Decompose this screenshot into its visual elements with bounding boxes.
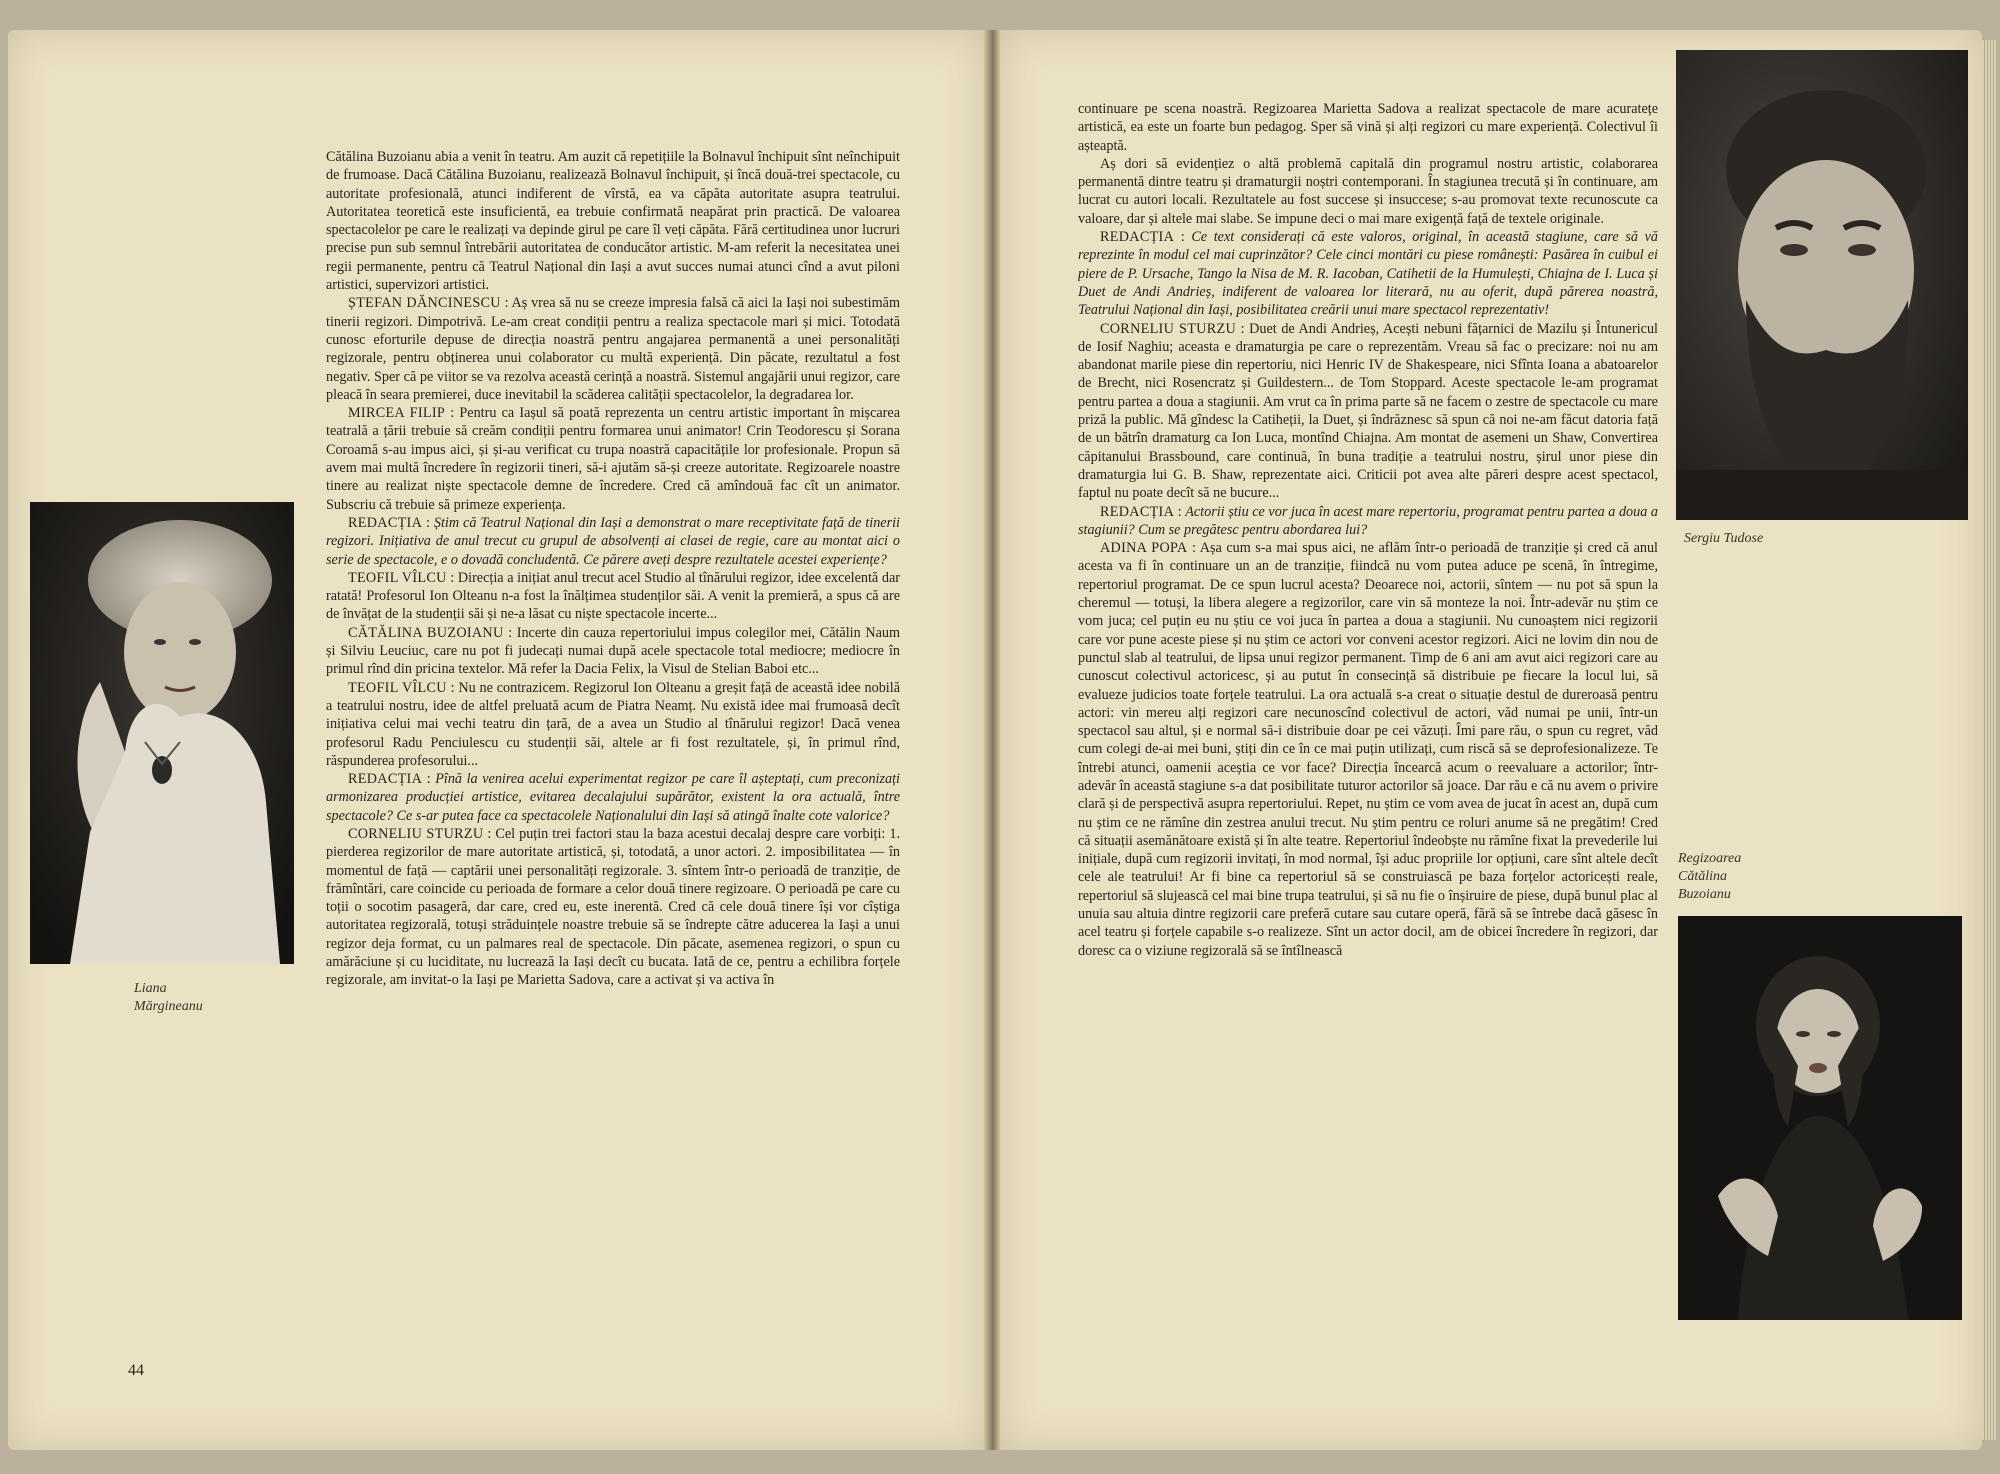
article-paragraph	[326, 404, 900, 514]
article-paragraph	[1078, 503, 1658, 540]
article-paragraph	[1078, 228, 1658, 319]
article-paragraph	[326, 294, 900, 404]
editorial-question-text: Actorii știu ce vor juca în acest mare repertoriu, programat pentru partea a doua a stagiunii? Cum se pregătesc pentru abordarea lui?	[1078, 503, 1658, 538]
paragraph-text: Incerte din cauza repertoriului impus colegilor mei, Cătălin Naum și Silviu Leuciuc, care nu pot fi judecați numai după acele spectacole total mediocre; mediocre în primul rînd din pricina textelor. Mă refer la Dacia Felix, la Visul de Stelian Baboi etc...	[326, 624, 900, 678]
speaker-separator: :	[1236, 320, 1250, 337]
paragraph-text: Duet de Andi Andrieș, Acești nebuni fățarnici de Mazilu și Întunericul de Iosif Naghiu; aceasta e dramaturgia pe care o reprezentăm. Vreau să fac o precizare: noi nu am abandonat marile piese din repertoriu, nici Henric IV de Shakespeare, nici Sfînta Ioana a abatoarelor de Brecht, nici Rosencratz și Guildestern... de Tom Stoppard. Aceste spectacole le-am programat pentru partea a doua a stagiunii. Am vrut ca în prima parte să ne facem o zestre de spectacole cu mare priză la public. Mă gîndesc la Catiheții, la Duet, și îndrăznesc să spun că noi ne-am făcut datoria față de un bătrîn dramaturg ca Ion Luca, montînd Chiajna. Am montat de asemeni un Shaw, Convertirea căpitanului Brassbound, care continuă, în buna tradiție a teatrului nostru, șirul unor piese din dramaturgia lui G. B. Shaw, reprezentate aici. Criticii pot avea alte păreri despre acest spectacol, faptul nu poate decît să ne bucure...	[1078, 320, 1658, 502]
editorial-question-text: Ce text considerați că este valoros, original, în această stagiune, care să vă reprezinte în modul cel mai cuprinzător? Cele cinci montări cu piese românești: Pasărea în cuibul ei piere de P. Ursache, Tango la Nisa de M. R. Iacoban, Catihetii de la Humulești, Chiajna de I. Luca și Duet de Andi Andrieș, indiferent de valoarea lor literară, nu au oferit, după părerea noastră, Teatrului Național din Iași, posibilitatea creării unui mare spectacol reprezentativ!	[1078, 229, 1658, 319]
paragraph-text: Pentru ca Iașul să poată reprezenta un centru artistic important în mișcarea teatrală a țării trebuie să creăm condiții pentru formarea unui animator! Crin Teodorescu și Sorana Coroamă s-au impus aici, și și-au verificat cu trupa noastră capacitățile lor profesionale. Propun să avem mai multă încredere în regizorii tineri, să-i ajutăm să-și creeze autoritate. Regizoarele noastre tinere au realizat niște spectacole demne de încredere. Cred că amîndouă fac cît un animator. Subscriu că trebuie să primeze experiența.	[326, 405, 900, 513]
photo-portrait-catalina-buzoianu	[1678, 916, 1962, 1320]
article-paragraph	[326, 624, 900, 679]
paragraph-text: continuare pe scena noastră. Regizoarea Marietta Sadova a realizat spectacole de mare acuratețe artistică, ea este un foarte bun pedagog. Sper să vină și alți regizori cu mare experiență. Colectivul îi așteaptă.	[1078, 101, 1658, 154]
editorial-question-text: Pînă la venirea acelui experimentat regizor pe care îl așteptați, cum preconizați armonizarea producției artistice, evitarea decalajului supărător, existent la ora actuală, între spectacole? Ce s-ar putea face ca spectacolele Naționalului din Iași să atingă înalte cote valorice?	[326, 771, 900, 824]
caption-line: Regizoarea	[1678, 851, 1742, 866]
caption-line: Liana	[134, 981, 167, 996]
caption-line: Sergiu Tudose	[1684, 531, 1764, 546]
speaker-separator: :	[1187, 540, 1200, 557]
speaker-separator: :	[1174, 229, 1192, 246]
paragraph-text: Direcția a inițiat anul trecut acel Studio al tînărului regizor, idee excelentă dar ratată! Profesorul Ion Olteanu n-a fost la înălțimea studenților săi. A venit la premieră, a spus că are de învățat de la studenții săi și ne-a lăsat cu niște spectacole incerte...	[326, 569, 900, 623]
speaker-name: REDACȚIA	[348, 514, 423, 531]
article-column-left	[326, 148, 900, 1353]
photo-portrait-sergiu-tudose	[1676, 50, 1968, 520]
article-paragraph	[326, 770, 900, 825]
paragraph-text: Așa cum s-a mai spus aici, ne aflăm într-o perioadă de tranziție și cred că anul acesta va fi în continuare un an de tranziție, fiindcă nu vom putea aduce pe scenă, în întregime, repertoriul programat. De ce spun lucrul acesta? Deoarece noi, actorii, sîntem — nu pot să spun la cheremul — totuși, la libera alegere a regizorilor, care vin să monteze la noi. Într-adevăr nu știm ce vom juca; cel puțin eu nu știu ce voi juca în partea a doua a stagiunii. Nu cunoaștem nici regizorii care vor pune aceste piese și nu știm ce actori vor conveni acestor regizori. Aici ne lovim din nou de punctul slab al teatrului, de lipsa unui regizor permanent. Timp de 6 ani am avut aici regizori care au cunoscut colectivul actoricesc, și au putut în consecință să distribuie pe fiecare la locul lui, să evalueze judicios toate forțele teatrului. La ora actuală s-a creat o situație destul de dureroasă pentru actori: vin mereu alți regizori care necunoscînd colectivul de actori, văd numai pe unii, într-un spectacol sau altul, și e normal să-i distribuie doar pe cei văzuți. Îmi pare rău, o spun cu regret, văd cum colegi de-ai mei buni, știți din ce în ce mai puțin utilizați, cum riscă să se deprofesionalizeze. Te întrebi atunci, oamenii aceștia ce vor face? Direcția încearcă acum o reevaluare a actorilor; într-adevăr în această stagiune s-a dat posibilitate tuturor actorilor să joace. Dar rău e că nu avem o privire clară și de perspectivă asupra repertoriului. Repet, nu știm ce vom avea de jucat în acest an, după cum nu știm ce ne rămîne din zestrea anului trecut. Nu știm pentru ce roluri anume să ne pregătim! Cred că situații asemănătoare există și în alte teatre. Repertoriul îndeobște nu rămîne fixat la prevederile lui inițiale, după cum regizorii invitați, în mod normal, își aduc propriile lor opțiuni, care sînt altele decît cele ale teatrului! Ar fi bine ca repertoriul să se construiască pe baza forțelor actoricești reale, repertoriul să slujească cel mai bine trupa teatrului, și să nu fie o înșiruire de piese, după bunul plac al unuia sau altuia dintre regizorii care preferă cutare sau cutare operă, fără să se întrebe dacă găsesc în acel teatru și forțele capabile s-o realizeze. Sînt un actor docil, am de obicei încredere în regizori, dar doresc ca o viziune regizorală să se întîlnească	[1078, 540, 1658, 959]
article-paragraph	[1078, 320, 1658, 503]
speaker-name: CORNELIU STURZU	[1100, 320, 1236, 337]
speaker-name: MIRCEA FILIP	[348, 405, 446, 422]
paragraph-text: Nu ne contrazicem. Regizorul Ion Olteanu a greșit față de această idee nobilă a teatrului nostru, idee de altfel preluată acum de Piatra Neamț. Nu există idee mai frumoasă decît inițiativa celui mai vechi teatru din țară, de a avea un Studio al tînărului regizor! Dacă venea profesorul Radu Penciulescu cu studenții săi, altele ar fi fost rezultatele, și, în primul rînd, răspunderea profesorului...	[326, 679, 900, 769]
article-paragraph	[326, 569, 900, 624]
speaker-separator: :	[500, 295, 512, 312]
speaker-separator: :	[422, 514, 434, 531]
page-number: 44	[128, 1362, 144, 1379]
speaker-separator: :	[446, 679, 459, 696]
article-paragraph	[326, 825, 900, 990]
editorial-question-text: Știm că Teatrul Național din Iași a demonstrat o mare receptivitate față de tinerii regizori. Inițiativa de anul trecut cu grupul de absolvenți ai clasei de regie, care au montat aici o serie de spectacole, e o dovadă concludentă. Ce părere aveți despre rezultatele acestei experiențe?	[326, 514, 900, 568]
speaker-separator: :	[1174, 503, 1186, 520]
article-column-right	[1078, 100, 1658, 1322]
book-gutter	[984, 30, 1000, 1450]
photo-caption-sergiu-tudose	[1684, 530, 1763, 548]
speaker-name: ADINA POPA	[1100, 540, 1188, 557]
paragraph-text: Aș dori să evidențiez o altă problemă capitală din programul nostru artistic, colaborarea permanentă dintre teatru și dramaturgii noștri contemporani. În stagiunea trecută și în continuare, am lucrat cu autori locali. Rezultatele au fost succese și insuccese; s-au promovat texte recunoscute ca valoare, dar și altele mai slabe. Se impune deci o mai mare exigență față de textele originale.	[1078, 155, 1658, 227]
speaker-name: CĂTĂLINA BUZOIANU	[348, 624, 504, 641]
speaker-separator: :	[445, 405, 460, 422]
speaker-separator: :	[422, 771, 436, 788]
caption-line: Buzoianu	[1678, 887, 1731, 902]
caption-line: Mărgineanu	[134, 999, 203, 1014]
photo-portrait-liana	[30, 502, 294, 964]
speaker-separator: :	[483, 825, 496, 842]
paragraph-text: Aș vrea să nu se creeze impresia falsă că aici la Iași noi subestimăm tinerii regizori. Dimpotrivă. Le-am creat condiții pentru a realiza spectacole mari și mici. Totodată cunosc eforturile depuse de direcția noastră pentru angajarea permanentă a unei personalități regizorale, pentru obținerea unui colaborator cu multă experiență. Din păcate, rezultatul a fost negativ. Sper că pe viitor se va rezolva această cerință a noastră. Sistemul angajării unui regizor, care pleacă în seara premierei, duce inevitabil la scăderea calității spectacolelor, la degradarea lor.	[326, 295, 900, 403]
photo-caption-catalina-buzoianu	[1678, 850, 1741, 904]
article-paragraph	[326, 679, 900, 770]
caption-line: Cătălina	[1678, 869, 1728, 884]
article-paragraph	[1078, 100, 1658, 155]
article-paragraph	[326, 148, 900, 294]
article-paragraph	[326, 514, 900, 569]
speaker-separator: :	[503, 624, 517, 641]
speaker-name: ȘTEFAN DĂNCINESCU	[348, 295, 501, 312]
article-paragraph	[1078, 539, 1658, 960]
speaker-name: TEOFIL VÎLCU	[348, 679, 447, 696]
paragraph-text: Cel puțin trei factori stau la baza acestui decalaj despre care vorbiți: 1. pierderea regizorilor de mare autoritate artistică, și, totodată, a unor actori. 2. imposibilitatea — în momentul de față — captării unei personalități regizorale. 3. sîntem într-o perioadă de tranziție, de frămîntări, care coincide cu perioada de formare a celor două tinere regizoare. O perioadă pe care cu toții o socotim pasageră, dar care, cred eu, este inerentă. Cred că cele două tinere își vor cîștiga autoritatea regizorală, totuși străduințele noastre trebuie să se îndrepte către aducerea la Iași a unui regizor deja format, cu un palmares real de spectacole. Din păcate, asemenea regizori, o spun cu amărăciune și cu luciditate, nu lucrează la Iași decît cu bucata. Iată de ce, pentru a echilibra forțele regizorale, am invitat-o la Iași pe Marietta Sadova, care a activat și va activa în	[326, 825, 900, 989]
speaker-name: REDACȚIA	[1100, 229, 1175, 246]
speaker-name: REDACȚIA	[1100, 503, 1175, 520]
speaker-separator: :	[446, 569, 458, 586]
article-paragraph	[1078, 155, 1658, 228]
page-edges	[1982, 40, 1996, 1440]
speaker-name: CORNELIU STURZU	[348, 825, 484, 842]
speaker-name: REDACȚIA	[348, 771, 423, 788]
speaker-name: TEOFIL VÎLCU	[348, 569, 447, 586]
paragraph-text: Cătălina Buzoianu abia a venit în teatru. Am auzit că repetițiile la Bolnavul închipuit sînt neînchipuit de frumoase. Dacă Cătălina Buzoianu, realizează Bolnavul închipuit, și încă două-trei spectacole, cu autoritate profesională, atunci indiferent de vîrstă, ea va căpăta autoritate asupra teatrului. Autoritatea teoretică este insuficientă, ea trebuie confirmată neapărat prin practică. De valoarea spectacolelor pe care le realizați va depinde girul pe care îl veți căpăta. Fără certitudinea unor lucruri precise pun sub semnul întrebării autoritatea de conducător artistic. M-am referit la necesitatea unei regii permanente, pentru că Teatrul Național din Iași a avut succes numai atunci cînd a avut piloni artistici, supervizori artistici.	[326, 149, 900, 294]
photo-caption-liana	[134, 980, 203, 1016]
